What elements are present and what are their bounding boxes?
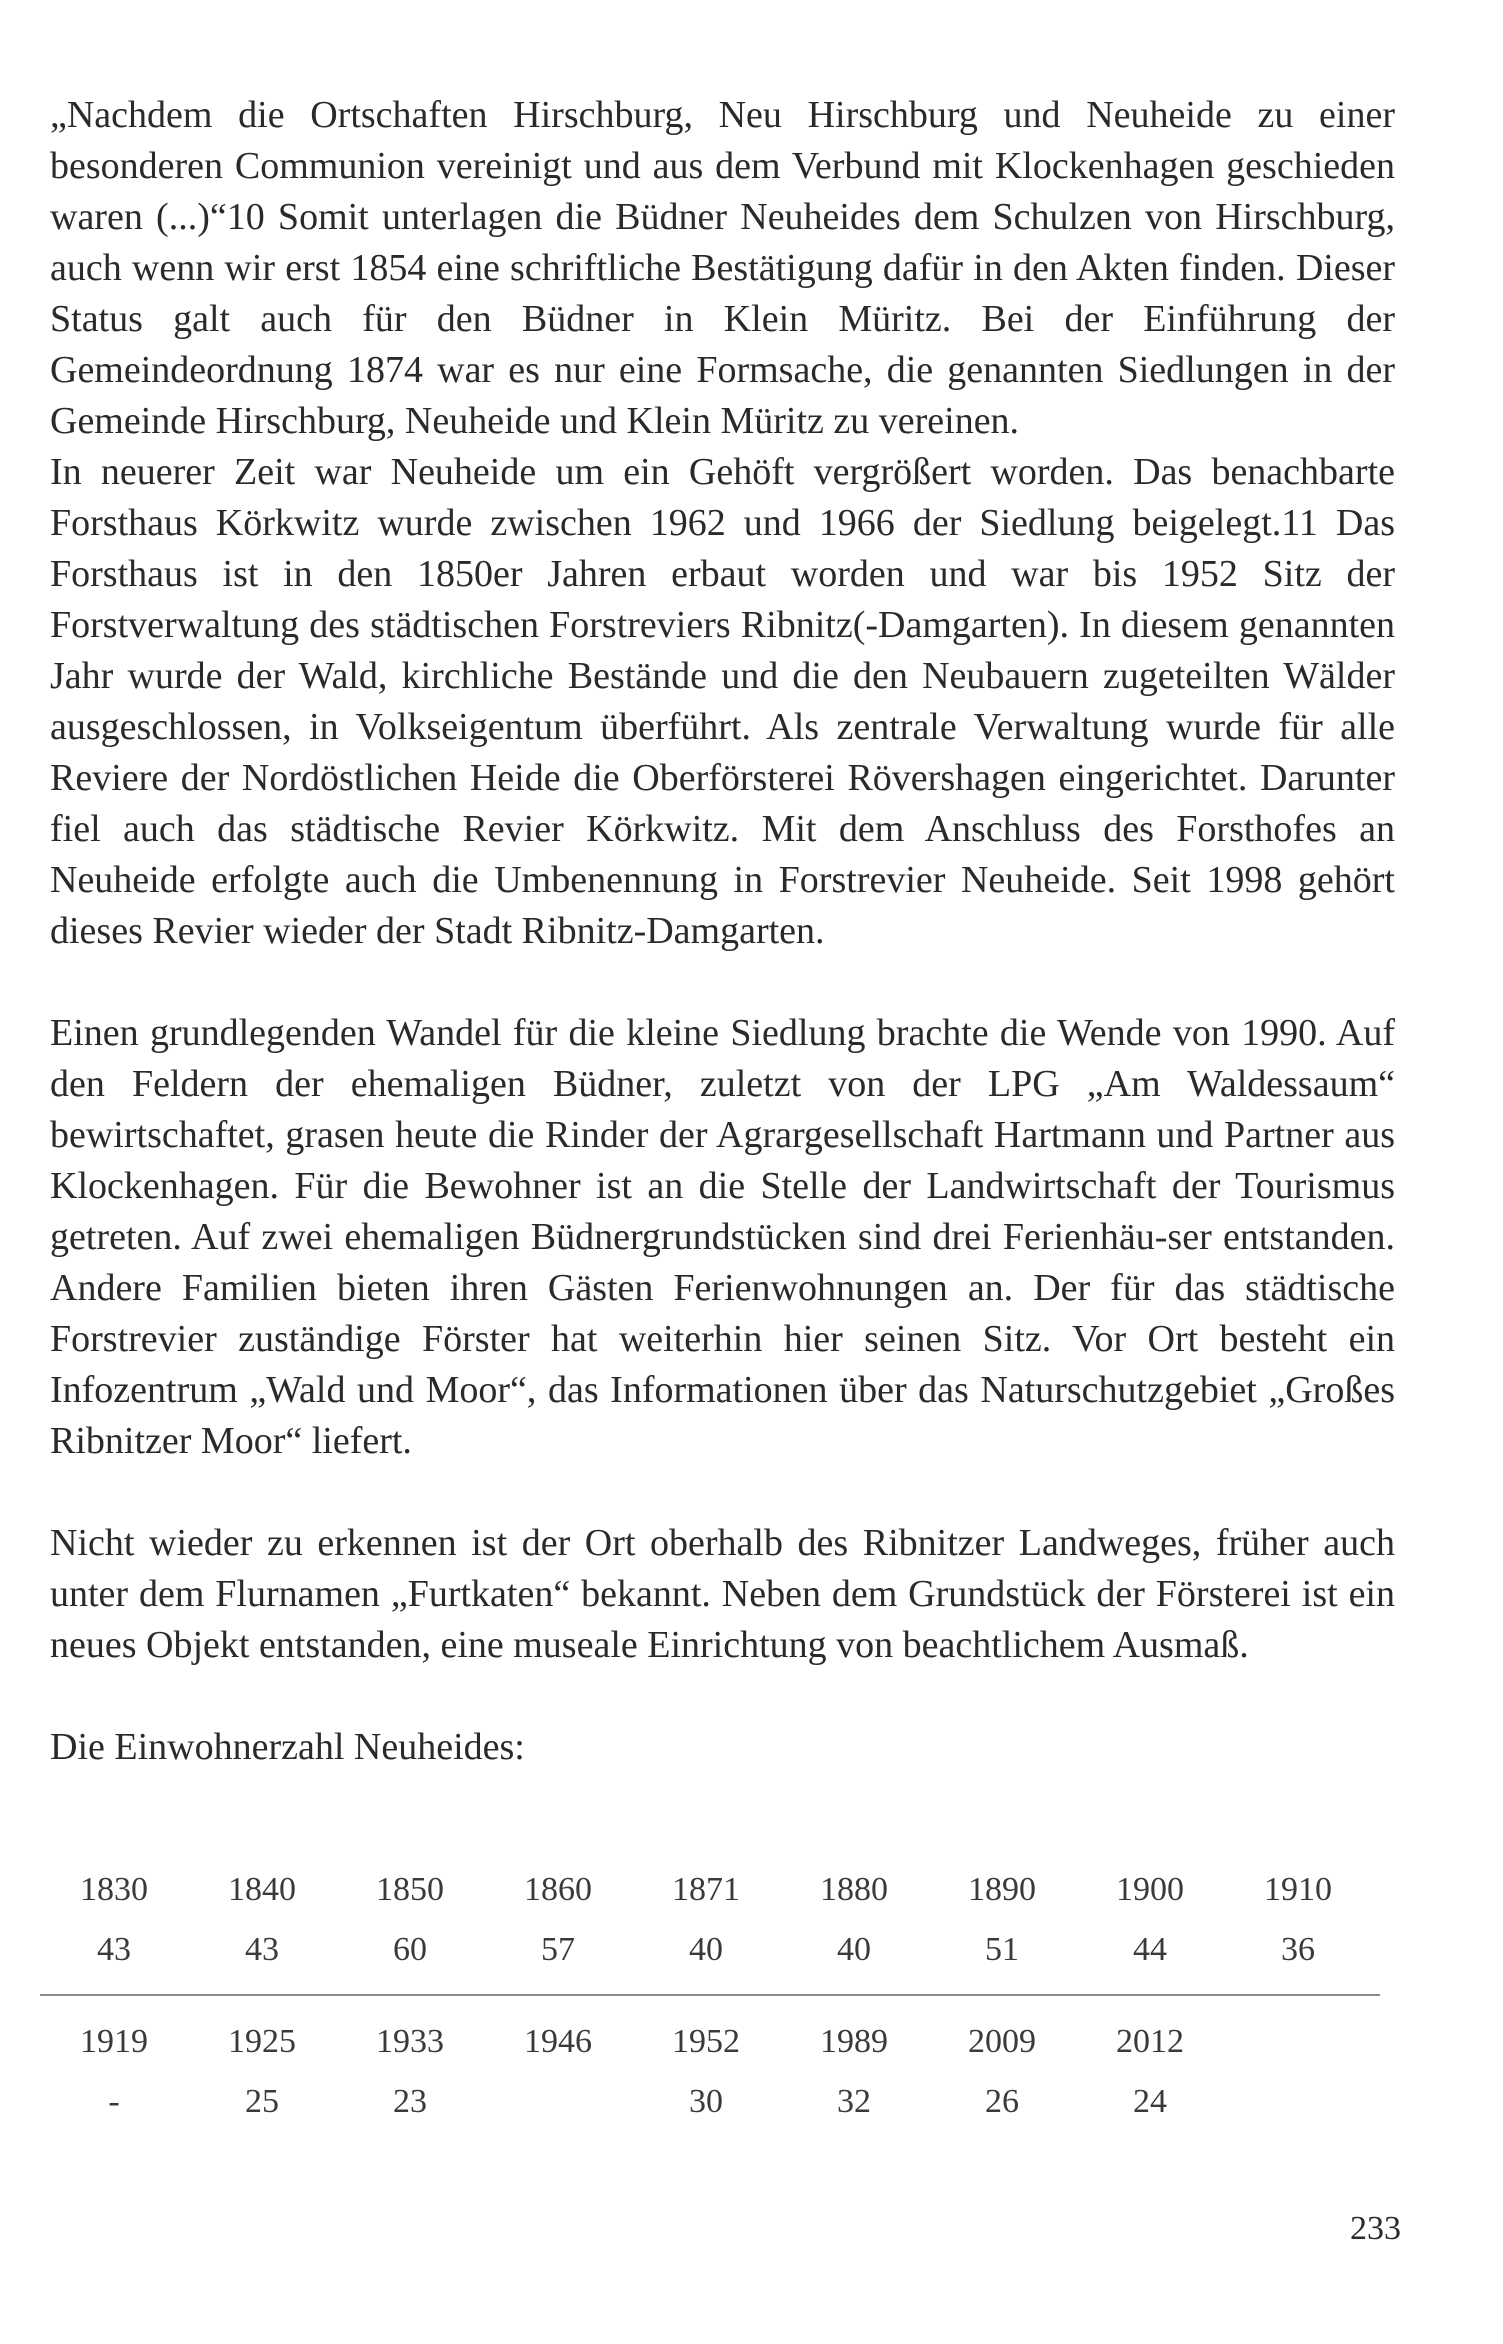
population-cell: [1224, 2072, 1372, 2132]
population-table: [40, 1860, 1380, 2132]
table-row-years-2: [40, 2012, 1380, 2072]
population-cell: 36: [1281, 1931, 1315, 1968]
table-row-values-2: [40, 2072, 1380, 2132]
population-cell: 51: [985, 1931, 1019, 1968]
paragraph-2: In neuerer Zeit war Neuheide um ein Gehöft vergrößert worden. Das benachbarte Forsthaus Körkwitz wurde zwischen 1962 und 1966 der Siedlung beigelegt.11 Das Forsthaus ist in den 1850er Jahren erbaut worden und war bis 1952 Sitz der Forstverwaltung des städtischen Forstreviers Ribnitz(-Damgarten). In diesem genannten Jahr wurde der Wald, kirchliche Bestände und die den Neubauern zugeteilten Wälder ausgeschlossen, in Volkseigentum überführt. Als zentrale Verwaltung wurde für alle Reviere der Nordöstlichen Heide die Oberförsterei Rövershagen eingerichtet. Darunter fiel auch das städtische Revier Körkwitz. Mit dem Anschluss des Forsthofes an Neuheide erfolgte auch die Umbenennung in Forstrevier Neuheide. Seit 1998 gehört dieses Revier wieder der Stadt Ribnitz-Damgarten.: [50, 451, 1395, 952]
population-cell: 43: [97, 1931, 131, 1968]
paragraph-gap: [50, 1671, 1395, 1722]
year-cell: 1871: [672, 1871, 740, 1908]
year-cell: [1224, 2012, 1372, 2072]
paragraph-3: Einen grundlegenden Wandel für die kleine Siedlung brachte die Wende von 1990. Auf den Feldern der ehemaligen Büdner, zuletzt von der LPG „Am Waldessaum“ bewirtschaftet, grasen heute die Rinder der Agrargesellschaft Hartmann und Partner aus Klockenhagen. Für die Bewohner ist an die Stelle der Landwirtschaft der Tourismus getreten. Auf zwei ehemaligen Büdnergrundstücken sind drei Ferienhäu-ser entstanden. Andere Familien bieten ihren Gästen Ferienwohnungen an. Der für das städtische Forstrevier zuständige Förster hat weiterhin hier seinen Sitz. Vor Ort besteht ein Infozentrum „Wald und Moor“, das Informationen über das Naturschutzgebiet „Großes Ribnitzer Moor“ liefert.: [50, 1012, 1395, 1462]
year-cell: 1925: [228, 2023, 296, 2060]
year-cell: 1840: [228, 1871, 296, 1908]
population-cell: 57: [541, 1931, 575, 1968]
population-cell: 23: [393, 2083, 427, 2120]
table-row-values-1: [40, 1920, 1380, 1980]
population-cell: 43: [245, 1931, 279, 1968]
population-cell: -: [108, 2083, 120, 2120]
table-caption: Die Einwohnerzahl Neuheides:: [50, 1726, 525, 1768]
year-cell: 1910: [1264, 1871, 1332, 1908]
population-cell: 40: [837, 1931, 871, 1968]
population-cell: 44: [1133, 1931, 1167, 1968]
population-cell: 40: [689, 1931, 723, 1968]
population-cell: 24: [1133, 2083, 1167, 2120]
year-cell: 2012: [1116, 2023, 1184, 2060]
population-cell: 26: [985, 2083, 1019, 2120]
year-cell: 1880: [820, 1871, 888, 1908]
paragraph-4: Nicht wieder zu erkennen ist der Ort oberhalb des Ribnitzer Landweges, früher auch unter dem Flurnamen „Furtkaten“ bekannt. Neben dem Grundstück der Försterei ist ein neues Objekt entstanden, eine museale Einrichtung von beachtlichem Ausmaß.: [50, 1522, 1395, 1666]
page-body: [50, 90, 1395, 1773]
population-cell: [484, 2072, 632, 2132]
year-cell: 1890: [968, 1871, 1036, 1908]
year-cell: 1919: [80, 2023, 148, 2060]
page-number: 233: [1350, 2210, 1401, 2247]
table-row-years-1: [40, 1860, 1380, 1920]
year-cell: 1933: [376, 2023, 444, 2060]
year-cell: 1830: [80, 1871, 148, 1908]
table-divider: [40, 1994, 1380, 1996]
year-cell: 1989: [820, 2023, 888, 2060]
year-cell: 2009: [968, 2023, 1036, 2060]
population-cell: 30: [689, 2083, 723, 2120]
year-cell: 1952: [672, 2023, 740, 2060]
year-cell: 1946: [524, 2023, 592, 2060]
year-cell: 1850: [376, 1871, 444, 1908]
population-cell: 25: [245, 2083, 279, 2120]
paragraph-1: „Nachdem die Ortschaften Hirschburg, Neu Hirschburg und Neuheide zu einer besonderen Communion vereinigt und aus dem Verbund mit Klockenhagen geschieden waren (...)“10 Somit unterlagen die Büdner Neuheides dem Schulzen von Hirschburg, auch wenn wir erst 1854 eine schriftliche Bestätigung dafür in den Akten finden. Dieser Status galt auch für den Büdner in Klein Müritz. Bei der Einführung der Gemeindeordnung 1874 war es nur eine Formsache, die genannten Siedlungen in der Gemeinde Hirschburg, Neuheide und Klein Müritz zu vereinen.: [50, 94, 1395, 442]
population-cell: 32: [837, 2083, 871, 2120]
paragraph-gap: [50, 1467, 1395, 1518]
year-cell: 1900: [1116, 1871, 1184, 1908]
population-cell: 60: [393, 1931, 427, 1968]
year-cell: 1860: [524, 1871, 592, 1908]
paragraph-gap: [50, 957, 1395, 1008]
